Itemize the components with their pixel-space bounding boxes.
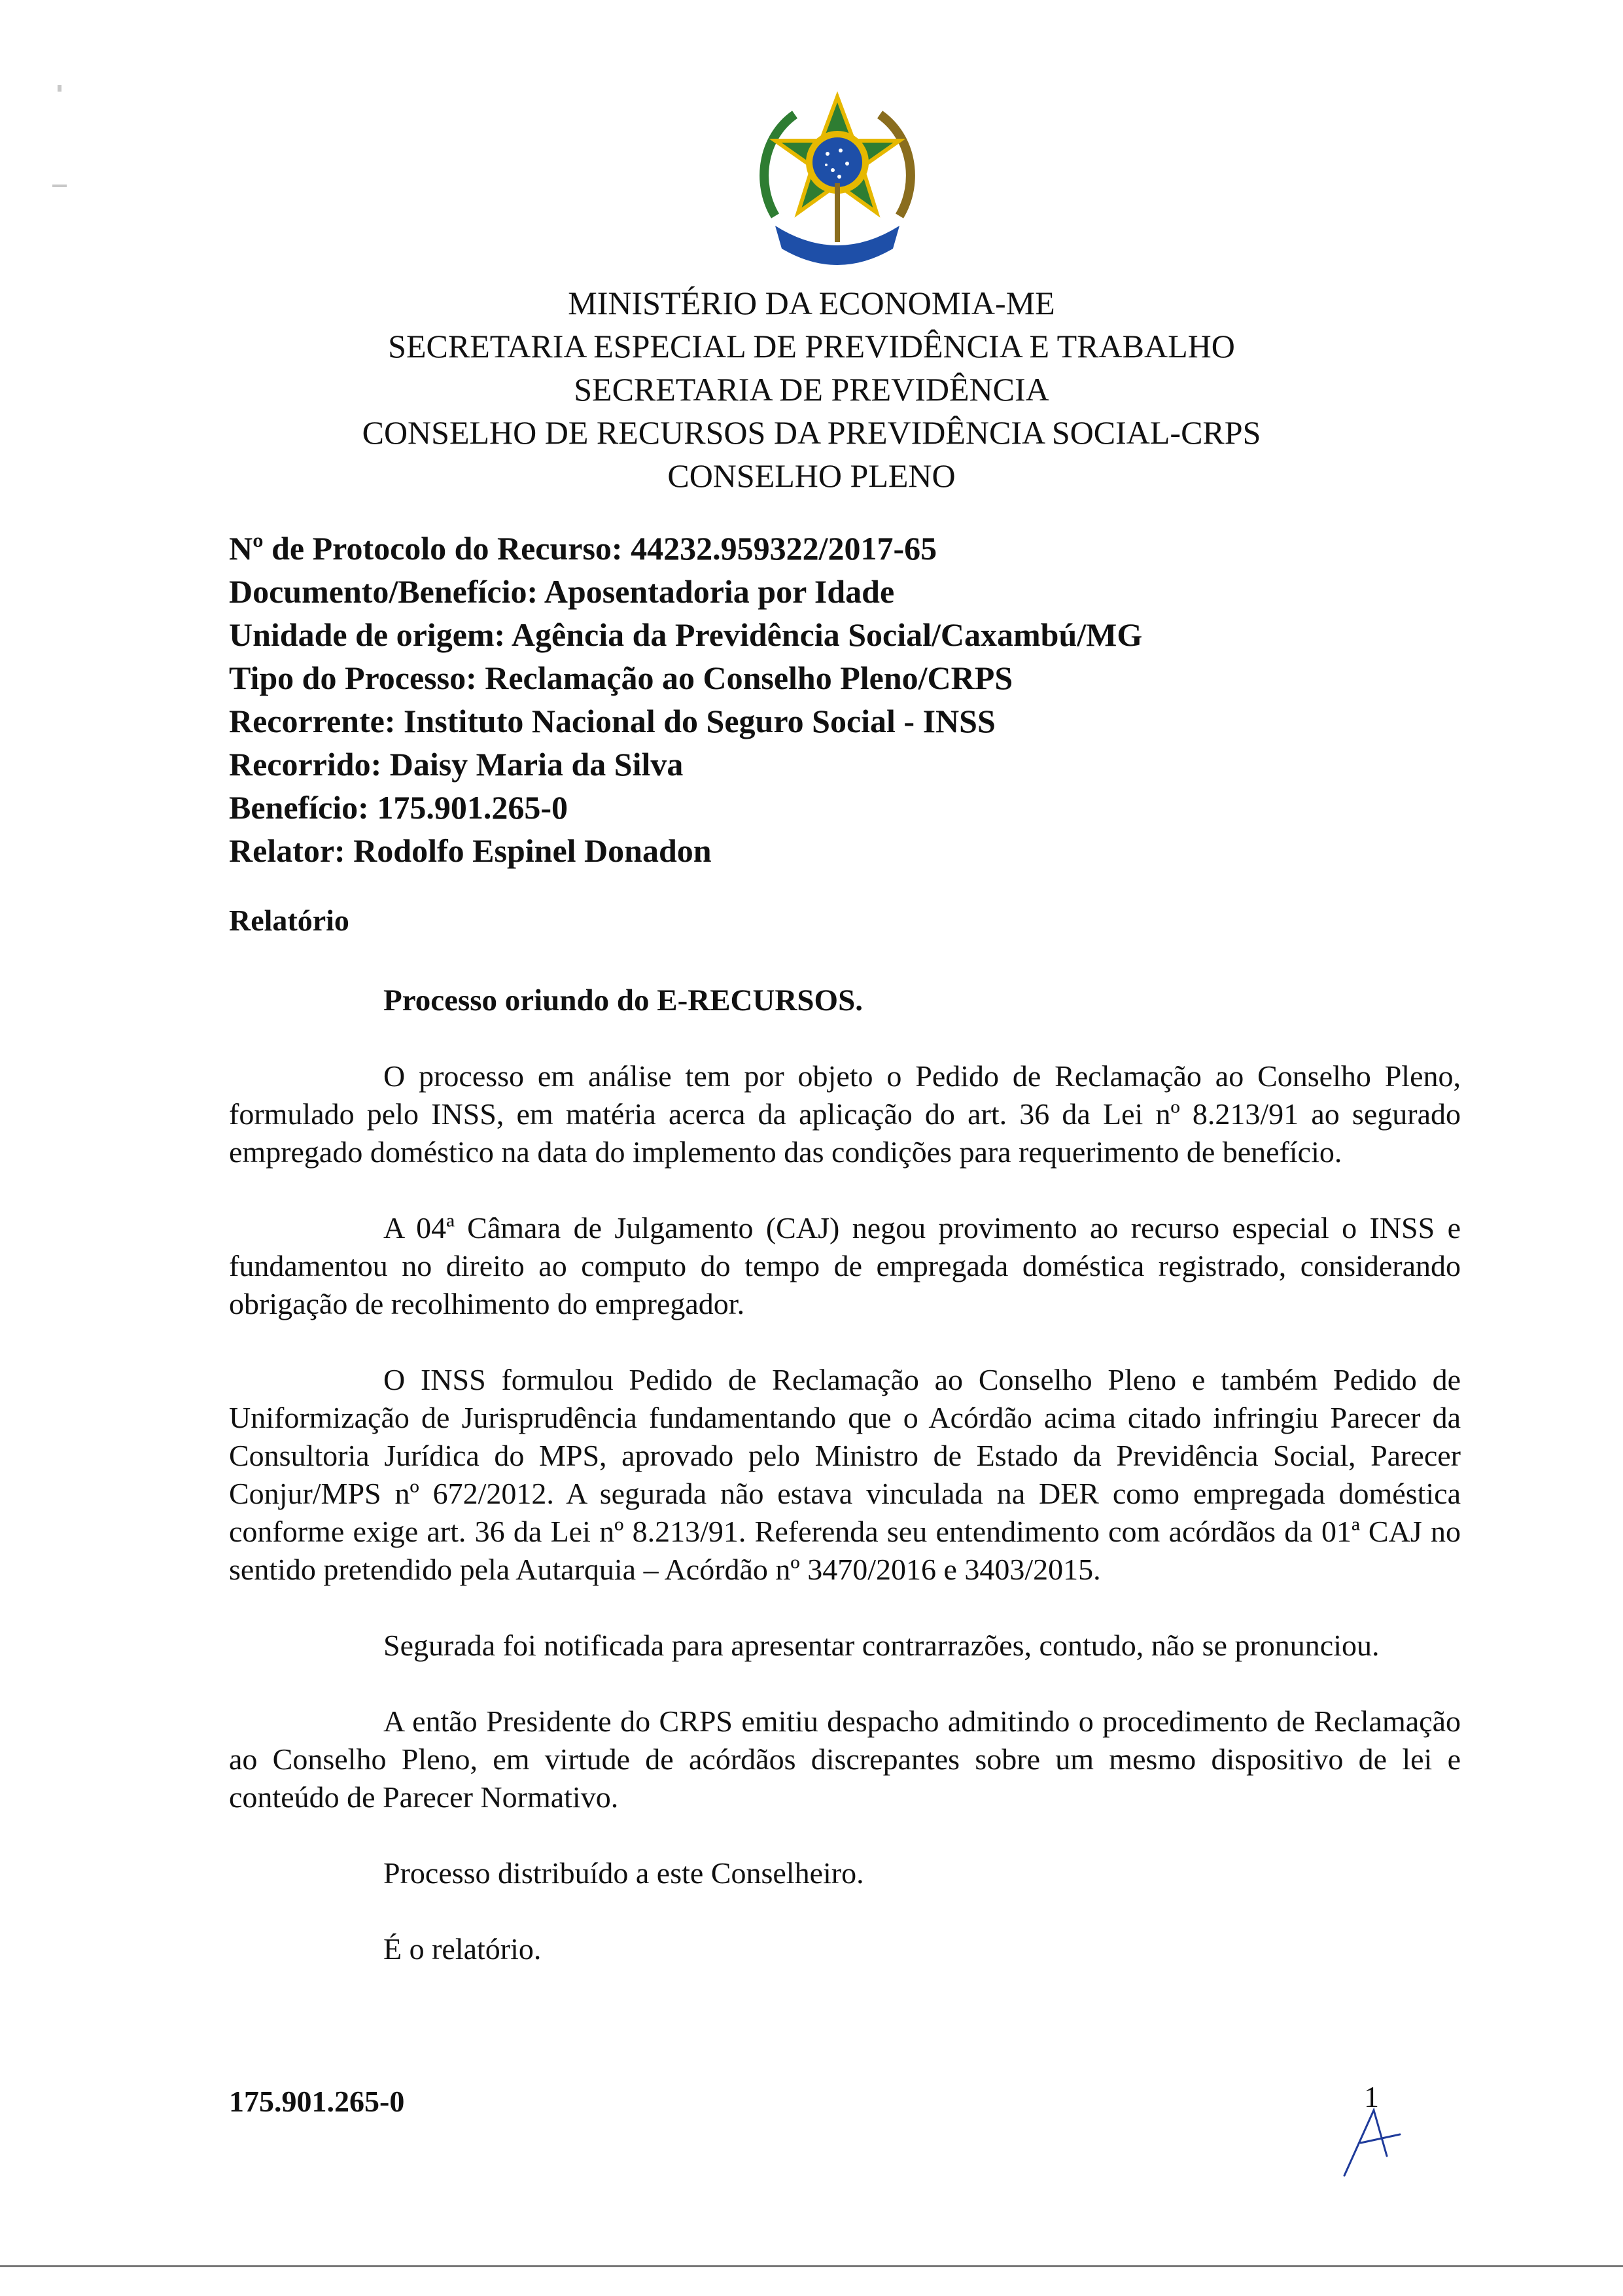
brazil-coat-of-arms-icon bbox=[749, 85, 926, 281]
meta-recorrido: Recorrido: Daisy Maria da Silva bbox=[229, 746, 684, 783]
emblem-disc bbox=[812, 137, 862, 187]
paragraph: A então Presidente do CRPS emitiu despacho admitindo o procedimento de Reclamação ao Conselho Pleno, em virtude de acórdãos discrepantes sobre um mesmo dispositivo de lei e conteúdo de Parecer Normativo. bbox=[229, 1704, 1461, 1814]
footer-beneficio-number: 175.901.265-0 bbox=[229, 2085, 405, 2118]
header-secretaria-especial: SECRETARIA ESPECIAL DE PREVIDÊNCIA E TRABALHO bbox=[388, 328, 1235, 364]
header-conselho-pleno: CONSELHO PLENO bbox=[667, 457, 956, 494]
header-conselho-recursos: CONSELHO DE RECURSOS DA PREVIDÊNCIA SOCIAL-CRPS bbox=[362, 414, 1261, 451]
header-secretaria: SECRETARIA DE PREVIDÊNCIA bbox=[574, 371, 1049, 408]
case-metadata bbox=[229, 527, 1142, 872]
meta-relator: Relator: Rodolfo Espinel Donadon bbox=[229, 832, 712, 869]
document-header bbox=[0, 281, 1623, 497]
meta-protocolo: Nº de Protocolo do Recurso: 44232.959322/2017-65 bbox=[229, 530, 937, 567]
paragraph: Processo distribuído a este Conselheiro. bbox=[383, 1856, 864, 1890]
meta-tipo: Tipo do Processo: Reclamação ao Conselho Pleno/CRPS bbox=[229, 660, 1013, 696]
meta-documento: Documento/Benefício: Aposentadoria por Idade bbox=[229, 573, 895, 610]
paragraph: A 04ª Câmara de Julgamento (CAJ) negou provimento ao recurso especial o INSS e fundamentou no direito ao computo do tempo de empregada doméstica registrado, considerando obrigação de recolhimento do empregador. bbox=[229, 1211, 1461, 1320]
page-number: 1 bbox=[1364, 2080, 1379, 2113]
paragraph: O processo em análise tem por objeto o Pedido de Reclamação ao Conselho Pleno, formulado pelo INSS, em matéria acerca da aplicação do art. 36 da Lei nº 8.213/91 ao segurado empregado doméstico na data do implemento das condições para requerimento de benefício. bbox=[229, 1059, 1461, 1169]
scan-mark bbox=[52, 185, 67, 187]
meta-beneficio: Benefício: 175.901.265-0 bbox=[229, 789, 568, 826]
paragraph-origin: Processo oriundo do E-RECURSOS. bbox=[383, 983, 863, 1017]
initials-signature-icon bbox=[1335, 2094, 1406, 2179]
report-body bbox=[229, 981, 1461, 2006]
section-title: Relatório bbox=[229, 904, 349, 937]
paragraph: Segurada foi notificada para apresentar contrarrazões, contudo, não se pronunciou. bbox=[383, 1629, 1380, 1662]
header-ministry: MINISTÉRIO DA ECONOMIA-ME bbox=[568, 285, 1055, 321]
paragraph: É o relatório. bbox=[383, 1932, 542, 1966]
meta-unidade: Unidade de origem: Agência da Previdência Social/Caxambú/MG bbox=[229, 616, 1143, 653]
scan-mark bbox=[58, 85, 61, 92]
paragraph: O INSS formulou Pedido de Reclamação ao Conselho Pleno e também Pedido de Uniformização de Jurisprudência fundamentando que o Acórdão acima citado infringiu Parecer da Consultoria Jurídica do MPS, aprovado pelo Ministro de Estado da Previdência Social, Parecer Conjur/MPS nº 672/2012. A segurada não estava vinculada na DER como empregada doméstica conforme exige art. 36 da Lei nº 8.213/91. Referenda seu entendimento com acórdãos da 01ª CAJ no sentido pretendido pela Autarquia – Acórdão nº 3470/2016 e 3403/2015. bbox=[229, 1363, 1461, 1586]
page-bottom-rule bbox=[0, 2265, 1623, 2267]
meta-recorrente: Recorrente: Instituto Nacional do Seguro Social - INSS bbox=[229, 703, 996, 739]
